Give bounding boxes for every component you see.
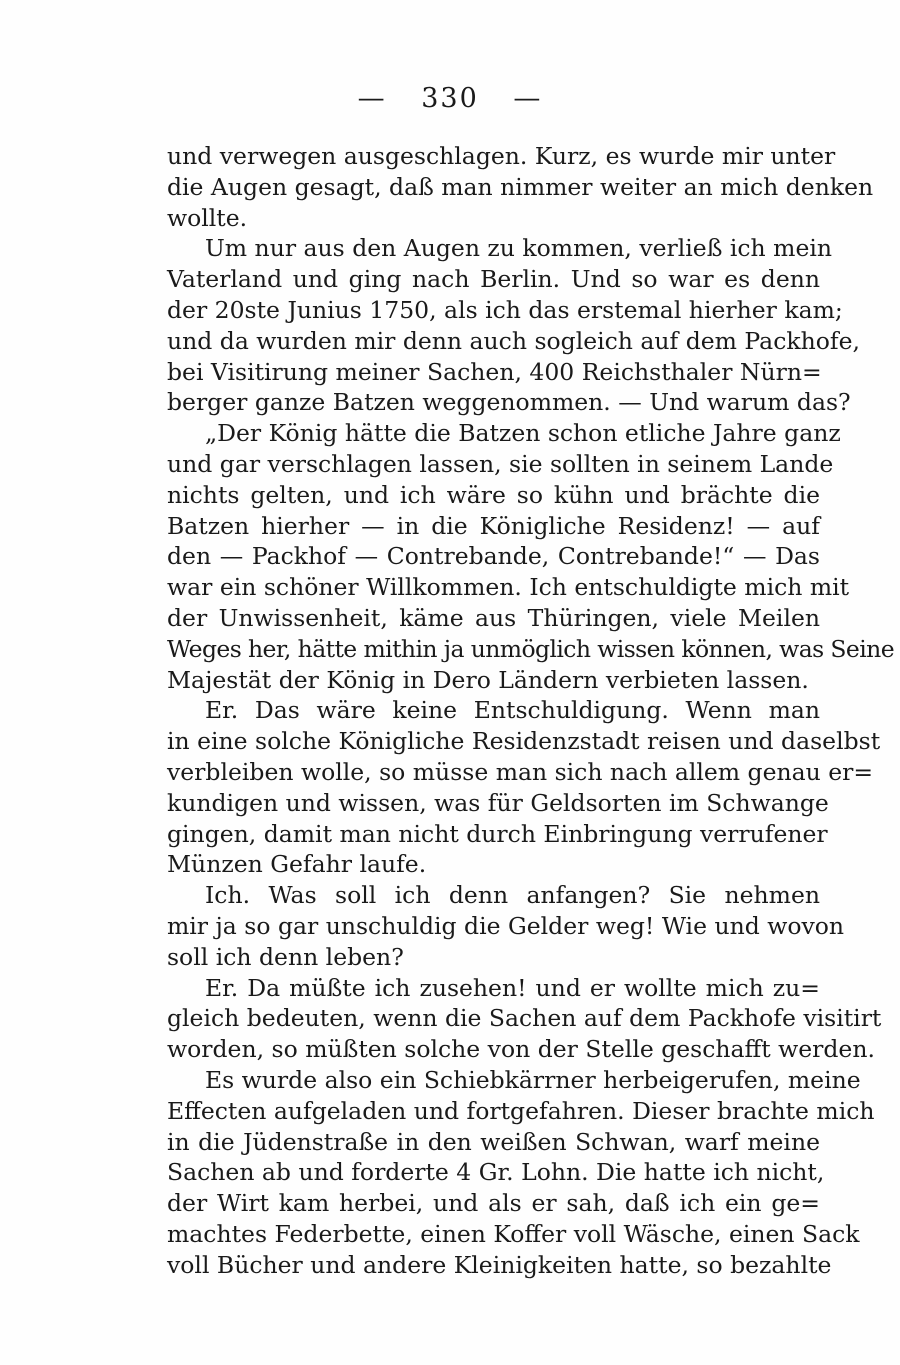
text-line: der Wirt kam herbei, und als er sah, daß ich ein ge= [167, 1189, 820, 1218]
text-line: Es wurde also ein Schiebkärrner herbeigerufen, meine [205, 1065, 861, 1094]
text-line: mir ja so gar unschuldig die Gelder weg! Wie und wovon [167, 911, 845, 940]
text-line: Majestät der König in Dero Ländern verbieten lassen. [167, 665, 809, 694]
text-line: berger ganze Batzen weggenommen. — Und warum das? [167, 388, 851, 417]
text-line: Ich. Was soll ich denn anfangen? Sie nehmen [205, 881, 820, 910]
text-line: gleich bedeuten, wenn die Sachen auf dem Packhofe visitirt [167, 1004, 882, 1033]
text-line: in eine solche Königliche Residenzstadt reisen und daselbst [167, 727, 881, 756]
text-line: voll Bücher und andere Kleinigkeiten hatte, so bezahlte [167, 1250, 832, 1279]
text-line: kundigen und wissen, was für Geldsorten im Schwange [167, 788, 829, 817]
text-line: den — Packhof — Contrebande, Contrebande!“ — Das [167, 542, 820, 571]
text-line: bei Visitirung meiner Sachen, 400 Reichsthaler Nürn= [167, 357, 822, 386]
text-line: Sachen ab und forderte 4 Gr. Lohn. Die hatte ich nicht, [167, 1158, 825, 1187]
text-line: Vaterland und ging nach Berlin. Und so war es denn [167, 265, 820, 294]
text-line: Er. Das wäre keine Entschuldigung. Wenn man [205, 696, 820, 725]
header-dash-left: — [357, 83, 387, 114]
text-line: in die Jüdenstraße in den weißen Schwan, warf meine [167, 1127, 820, 1156]
text-line: soll ich denn leben? [167, 942, 404, 971]
header-dash-right: — [513, 83, 543, 114]
text-line: „Der König hätte die Batzen schon etliche Jahre ganz [205, 419, 841, 448]
text-line: Münzen Gefahr laufe. [167, 850, 427, 879]
text-line: der Unwissenheit, käme aus Thüringen, viele Meilen [167, 603, 820, 632]
text-line: und verwegen ausgeschlagen. Kurz, es wurde mir unter [167, 142, 836, 170]
text-line: war ein schöner Willkommen. Ich entschuldigte mich mit [167, 573, 850, 602]
text-line: wollte. [167, 203, 248, 232]
text-line: machtes Federbette, einen Koffer voll Wäsche, einen Sack [167, 1219, 860, 1248]
text-line: worden, so müßten solche von der Stelle geschafft werden. [167, 1035, 875, 1064]
text-line: nichts gelten, und ich wäre so kühn und brächte die [167, 480, 820, 509]
text-line: und da wurden mir denn auch sogleich auf dem Packhofe, [167, 326, 860, 355]
text-line: gingen, damit man nicht durch Einbringung verrufener [167, 819, 828, 848]
text-line: Weges her, hätte mithin ja unmöglich wissen können, was Seine [167, 634, 895, 663]
text-line: Batzen hierher — in die Königliche Residenz! — auf [167, 511, 820, 540]
text-line: Er. Da müßte ich zusehen! und er wollte mich zu= [205, 973, 820, 1002]
text-line: verbleiben wolle, so müsse man sich nach allem genau er= [167, 757, 874, 786]
text-line: Effecten aufgeladen und fortgefahren. Dieser brachte mich [167, 1096, 875, 1125]
text-line: und gar verschlagen lassen, sie sollten in seinem Lande [167, 449, 834, 478]
page-number: 330 [421, 83, 479, 114]
text-line: Um nur aus den Augen zu kommen, verließ ich mein [205, 234, 832, 263]
text-line: die Augen gesagt, daß man nimmer weiter an mich denken [167, 172, 874, 201]
page-body [167, 141, 895, 1280]
page-header [0, 82, 900, 116]
text-line: der 20ste Junius 1750, als ich das erstemal hierher kam; [167, 295, 843, 324]
